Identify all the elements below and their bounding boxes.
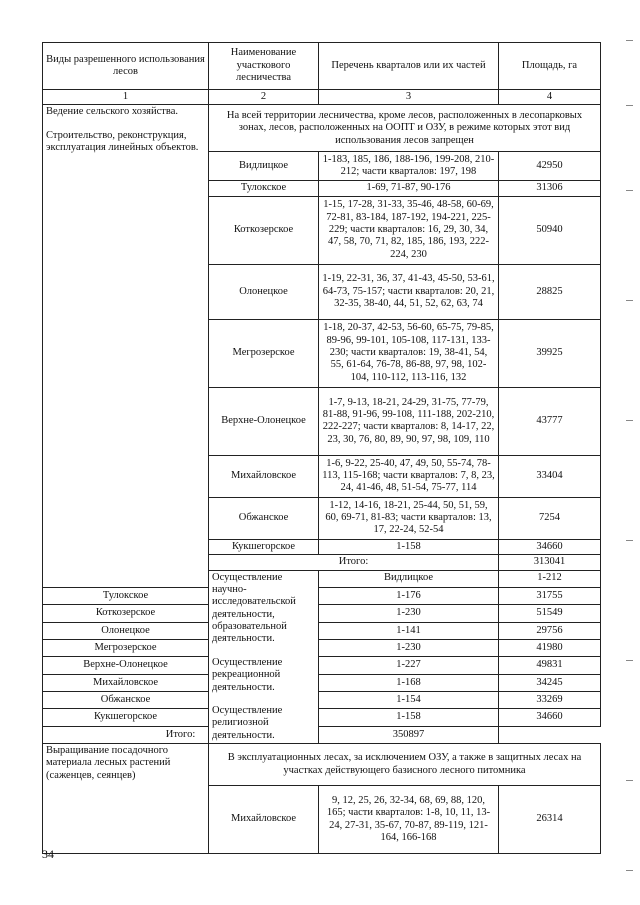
- table-row: [43, 691, 601, 708]
- area-value: 34660: [499, 709, 601, 726]
- use-type-text: Осуществление научно-исследовательской деятельности, образовательной деятельности.: [212, 571, 296, 645]
- header-area: Площадь, га: [499, 43, 601, 90]
- quarters-list: 1-12, 14-16, 18-21, 25-44, 50, 51, 59, 60, 69-71, 81-83; части кварталов: 13, 17, 22-24, 52-54: [319, 497, 499, 539]
- quarters-list: 1-158: [319, 539, 499, 554]
- forestry-name: Видлицкое: [209, 152, 319, 181]
- quarters-list: 1-212: [499, 570, 601, 587]
- section1-use-types: [43, 105, 209, 587]
- table-row: [43, 622, 601, 639]
- area-value: 42950: [499, 152, 601, 181]
- quarters-list: 1-6, 9-22, 25-40, 47, 49, 50, 55-74, 78-113, 115-168; части кварталов: 7, 8, 23, 24, 41-46, 48, 51-54, 75-77, 114: [319, 455, 499, 497]
- area-value: 29756: [499, 622, 601, 639]
- quarters-list: 1-69, 71-87, 90-176: [319, 181, 499, 196]
- area-value: 33404: [499, 455, 601, 497]
- scan-mark: [626, 540, 633, 541]
- forestry-name: Мегрозерское: [209, 319, 319, 387]
- forestry-name: Мегрозерское: [43, 639, 209, 656]
- total-label: Итого:: [43, 726, 319, 743]
- table-row: [43, 605, 601, 622]
- quarters-list: 1-176: [319, 587, 499, 604]
- quarters-list: 1-7, 9-13, 18-21, 24-29, 31-75, 77-79, 81-88, 91-96, 99-108, 111-188, 202-210, 222-227; части кварталов: 8, 14-17, 22, 23, 30, 76, 80, 89, 90, 97, 98, 109, 110: [319, 387, 499, 455]
- forest-use-table: [42, 42, 601, 854]
- total-label: Итого:: [209, 555, 499, 570]
- column-numbers-row: [43, 90, 601, 105]
- area-value: 31306: [499, 181, 601, 196]
- use-type-text: Строительство, реконструкция, эксплуатация линейных объектов.: [46, 129, 199, 154]
- quarters-list: 1-18, 20-37, 42-53, 56-60, 65-75, 79-85, 89-96, 99-101, 105-108, 117-131, 133-230; части кварталов: 19, 38-41, 54, 55, 61-64, 76-78, 86-88, 97, 98, 102-104, 110-112, 113-116, 132: [319, 319, 499, 387]
- use-type-text: Осуществление религиозной деятельности.: [212, 704, 283, 741]
- header-row: [43, 43, 601, 90]
- header-forestry-name: Наименование участкового лесничества: [209, 43, 319, 90]
- area-value: 51549: [499, 605, 601, 622]
- forestry-name: Тулокское: [209, 181, 319, 196]
- forestry-name: Олонецкое: [43, 622, 209, 639]
- forestry-name: Кукшегорское: [209, 539, 319, 554]
- table-row: [43, 657, 601, 674]
- forestry-name: Михайловское: [209, 455, 319, 497]
- use-type-text: Выращивание посадочного материала лесных растений (саженцев, сеянцев): [46, 745, 171, 781]
- quarters-list: 1-15, 17-28, 31-33, 35-46, 48-58, 60-69, 72-81, 83-184, 187-192, 194-221, 225-229; части кварталов: 16, 29, 30, 34, 47, 58, 70, 71, 82, 185, 186, 193, 222-224, 230: [319, 196, 499, 264]
- forestry-name: Михайловское: [209, 786, 319, 854]
- col-number: 1: [43, 90, 209, 105]
- total-value: 350897: [319, 726, 499, 743]
- scan-mark: [626, 780, 633, 781]
- table-row: [43, 639, 601, 656]
- area-value: 26314: [499, 786, 601, 854]
- forestry-name: Верхне-Олонецкое: [209, 387, 319, 455]
- forestry-name: Кукшегорское: [43, 709, 209, 726]
- use-type-text: Осуществление рекреационной деятельности.: [212, 656, 283, 693]
- section3-use-types: [43, 744, 209, 854]
- forestry-name: Тулокское: [43, 587, 209, 604]
- section2-use-types: [209, 570, 319, 744]
- quarters-list: 1-141: [319, 622, 499, 639]
- forestry-name: Обжанское: [43, 691, 209, 708]
- quarters-list: 1-230: [319, 605, 499, 622]
- forestry-name: Верхне-Олонецкое: [43, 657, 209, 674]
- forestry-name: Михайловское: [43, 674, 209, 691]
- total-value: 313041: [499, 555, 601, 570]
- scan-mark: [626, 420, 633, 421]
- scan-mark: [626, 105, 633, 106]
- quarters-list: 1-168: [319, 674, 499, 691]
- scan-mark: [626, 870, 633, 871]
- table-row: [43, 674, 601, 691]
- quarters-list: 9, 12, 25, 26, 32-34, 68, 69, 88, 120, 165; части кварталов: 1-8, 10, 11, 13-24, 27-31, 35-67, 70-87, 89-119, 121-164, 166-168: [319, 786, 499, 854]
- area-value: 41980: [499, 639, 601, 656]
- area-value: 33269: [499, 691, 601, 708]
- quarters-list: 1-227: [319, 657, 499, 674]
- forestry-name: Олонецкое: [209, 264, 319, 319]
- section3-note: В эксплуатационных лесах, за исключением ОЗУ, а также в защитных лесах на участках действующего базисного лесного питомника: [209, 744, 601, 786]
- header-quarters: Перечень кварталов или их частей: [319, 43, 499, 90]
- scan-mark: [626, 40, 633, 41]
- page-number: 34: [42, 847, 54, 861]
- scan-mark: [626, 190, 633, 191]
- col-number: 3: [319, 90, 499, 105]
- table-row: [43, 587, 601, 604]
- header-use-types: Виды разрешенного использования лесов: [43, 43, 209, 90]
- area-value: 49831: [499, 657, 601, 674]
- quarters-list: 1-230: [319, 639, 499, 656]
- quarters-list: 1-158: [319, 709, 499, 726]
- section1-note: На всей территории лесничества, кроме лесов, расположенных в лесопарковых зонах, лесов, расположенных на ООПТ и ОЗУ, в режиме которых этот вид использования лесов запрещен: [209, 105, 601, 152]
- area-value: 34660: [499, 539, 601, 554]
- section1-note-row: [43, 105, 601, 152]
- col-number: 2: [209, 90, 319, 105]
- table-row: [43, 709, 601, 726]
- section3-note-row: [43, 744, 601, 786]
- forestry-name: Коткозерское: [209, 196, 319, 264]
- scan-mark: [626, 660, 633, 661]
- area-value: 50940: [499, 196, 601, 264]
- area-value: 34245: [499, 674, 601, 691]
- area-value: 7254: [499, 497, 601, 539]
- quarters-list: 1-19, 22-31, 36, 37, 41-43, 45-50, 53-61, 64-73, 75-157; части кварталов: 20, 21, 32-35, 38-40, 44, 51, 52, 62, 63, 74: [319, 264, 499, 319]
- quarters-list: 1-154: [319, 691, 499, 708]
- forestry-name: Обжанское: [209, 497, 319, 539]
- quarters-list: 1-183, 185, 186, 188-196, 199-208, 210-212; части кварталов: 197, 198: [319, 152, 499, 181]
- forestry-name: Видлицкое: [319, 570, 499, 587]
- use-type-text: Ведение сельского хозяйства.: [46, 106, 178, 118]
- area-value: 39925: [499, 319, 601, 387]
- scan-mark: [626, 300, 633, 301]
- area-value: 31755: [499, 587, 601, 604]
- area-value: 28825: [499, 264, 601, 319]
- total-row: [43, 726, 601, 743]
- forestry-name: Коткозерское: [43, 605, 209, 622]
- area-value: 43777: [499, 387, 601, 455]
- col-number: 4: [499, 90, 601, 105]
